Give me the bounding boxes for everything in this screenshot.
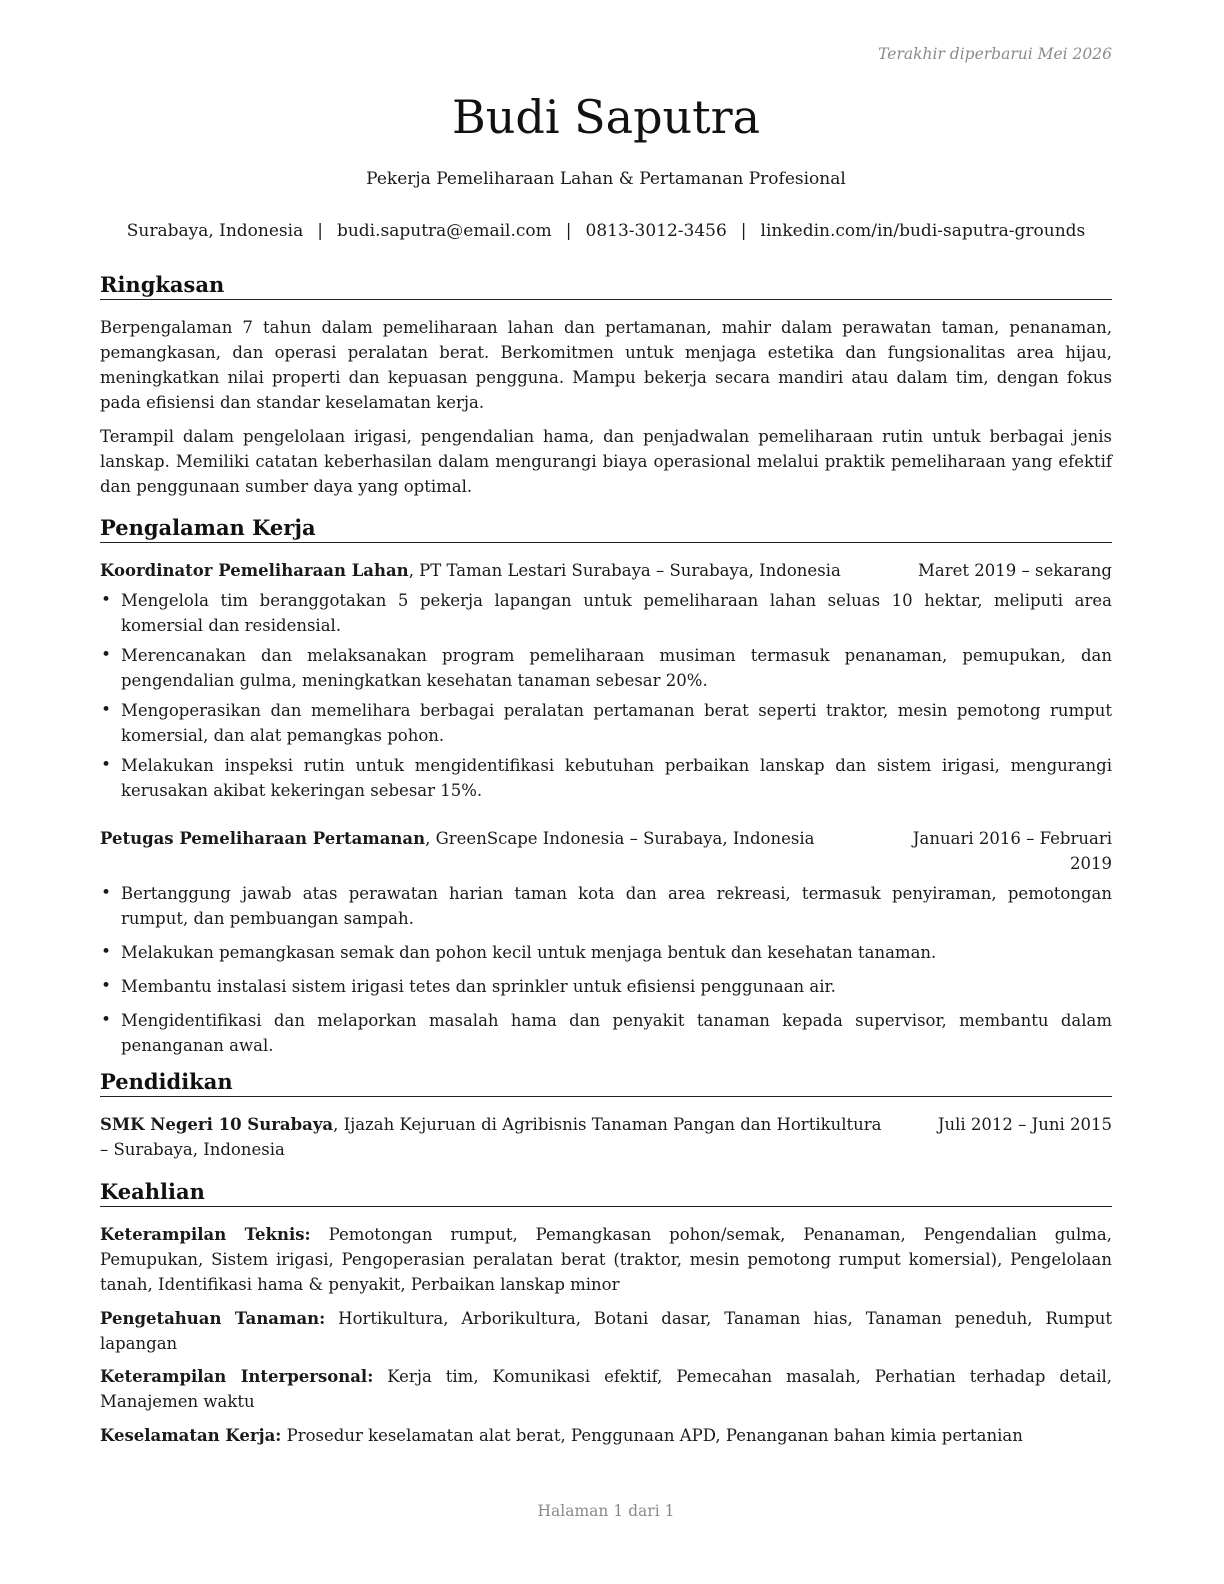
education-dates: Juli 2012 – Juni 2015 xyxy=(937,1115,1112,1134)
skill-text: Prosedur keselamatan alat berat, Penggunaan APD, Penanganan bahan kimia pertanian xyxy=(281,1426,1023,1445)
last-updated-note: Terakhir diperbarui Mei 2026 xyxy=(878,45,1112,63)
skill-label: Keterampilan Teknis: xyxy=(100,1225,311,1244)
contact-linkedin[interactable]: linkedin.com/in/budi-saputra-grounds xyxy=(760,221,1086,241)
job-dates: Maret 2019 – sekarang xyxy=(918,561,1112,580)
skill-label: Pengetahuan Tanaman: xyxy=(100,1309,326,1328)
job-bullet: • Melakukan pemangkasan semak dan pohon kecil untuk menjaga bentuk dan kesehatan tanaman. xyxy=(100,940,1112,965)
job-company: , PT Taman Lestari Surabaya – Surabaya, Indonesia xyxy=(408,561,841,580)
job-role: Petugas Pemeliharaan Pertamanan xyxy=(100,829,426,848)
skill-label: Keselamatan Kerja: xyxy=(100,1426,282,1445)
skills-heading: Keahlian xyxy=(100,1179,1112,1207)
summary-paragraph-2: Terampil dalam pengelolaan irigasi, pengendalian hama, dan penjadwalan pemeliharaan rutin untuk berbagai jenis lanskap. Memiliki catatan keberhasilan dalam mengurangi biaya operasional melalui praktik pemeliharaan yang efektif dan penggunaan sumber daya yang optimal. xyxy=(100,427,1112,496)
education-school: SMK Negeri 10 Surabaya xyxy=(100,1115,334,1134)
contact-separator: | xyxy=(565,221,572,241)
job-dates xyxy=(913,826,1112,876)
skill-safety xyxy=(100,1423,1112,1448)
contact-line xyxy=(80,220,1132,242)
skill-label: Keterampilan Interpersonal: xyxy=(100,1367,374,1386)
summary-heading: Ringkasan xyxy=(100,272,1112,300)
experience-heading: Pengalaman Kerja xyxy=(100,515,1112,543)
job-bullet: • Bertanggung jawab atas perawatan harian taman kota dan area rekreasi, termasuk penyiraman, pemotongan rumput, dan pembuangan sampah. xyxy=(100,881,1112,931)
resume-page xyxy=(100,0,1112,1584)
skill-plant-knowledge xyxy=(100,1306,1112,1356)
contact-phone: 0813-3012-3456 xyxy=(585,221,727,241)
job-bullet: • Melakukan inspeksi rutin untuk mengidentifikasi kebutuhan perbaikan lanskap dan sistem irigasi, mengurangi kerusakan akibat kekeringan sebesar 15%. xyxy=(100,753,1112,803)
job-dates-line1: Januari 2016 – Februari xyxy=(912,829,1112,848)
job-header xyxy=(100,826,1112,876)
job-bullets xyxy=(100,588,1112,803)
job-header xyxy=(100,558,1112,583)
skill-text: Pemotongan rumput, Pemangkasan pohon/semak, Penanaman, Pengendalian gulma, Pemupukan, Sistem irigasi, Pengoperasian peralatan berat (traktor, mesin pemotong rumput komersial), Pengelolaan tanah, Identifikasi hama & penyakit, Perbaikan lanskap minor xyxy=(100,1225,1112,1294)
job-bullets xyxy=(100,881,1112,1058)
candidate-name: Budi Saputra xyxy=(451,90,761,144)
education-degree: , Ijazah Kejuruan di Agribisnis Tanaman Pangan dan Hortikultura xyxy=(333,1115,882,1134)
contact-email[interactable]: budi.saputra@email.com xyxy=(336,221,552,241)
skill-interpersonal xyxy=(100,1364,1112,1414)
job-bullet: • Mengelola tim beranggotakan 5 pekerja lapangan untuk pemeliharaan lahan seluas 10 hektar, meliputi area komersial dan residensial. xyxy=(100,588,1112,638)
job-title-line xyxy=(100,558,841,583)
skill-text: Hortikultura, Arborikultura, Botani dasar, Tanaman hias, Tanaman peneduh, Rumput lapangan xyxy=(100,1309,1112,1353)
education-entry xyxy=(100,1112,1112,1162)
page-number: Halaman 1 dari 1 xyxy=(537,1502,675,1520)
education-heading: Pendidikan xyxy=(100,1069,1112,1097)
job-title-line xyxy=(100,826,814,851)
job-bullet: • Mengidentifikasi dan melaporkan masalah hama dan penyakit tanaman kepada supervisor, membantu dalam penanganan awal. xyxy=(100,1008,1112,1058)
education-title-line xyxy=(100,1112,882,1162)
candidate-title: Pekerja Pemeliharaan Lahan & Pertamanan Profesional xyxy=(366,169,846,189)
contact-separator: | xyxy=(740,221,747,241)
job-bullet: • Mengoperasikan dan memelihara berbagai peralatan pertamanan berat seperti traktor, mesin pemotong rumput komersial, dan alat pemangkas pohon. xyxy=(100,698,1112,748)
job-role: Koordinator Pemeliharaan Lahan xyxy=(100,561,409,580)
education-location: – Surabaya, Indonesia xyxy=(100,1140,285,1159)
contact-location: Surabaya, Indonesia xyxy=(126,221,304,241)
job-company: , GreenScape Indonesia – Surabaya, Indonesia xyxy=(425,829,815,848)
summary-paragraph-1: Berpengalaman 7 tahun dalam pemeliharaan lahan dan pertamanan, mahir dalam perawatan taman, penanaman, pemangkasan, dan operasi peralatan berat. Berkomitmen untuk menjaga estetika dan fungsionalitas area hijau, meningkatkan nilai properti dan kepuasan pengguna. Mampu bekerja secara mandiri atau dalam tim, dengan fokus pada efisiensi dan standar keselamatan kerja. xyxy=(100,318,1112,412)
skill-text: Kerja tim, Komunikasi efektif, Pemecahan masalah, Perhatian terhadap detail, Manajemen waktu xyxy=(100,1367,1113,1411)
skill-technical xyxy=(100,1222,1112,1297)
contact-separator: | xyxy=(317,221,323,241)
job-bullet: • Merencanakan dan melaksanakan program pemeliharaan musiman termasuk penanaman, pemupukan, dan pengendalian gulma, meningkatkan kesehatan tanaman sebesar 20%. xyxy=(100,643,1112,693)
job-bullet: • Membantu instalasi sistem irigasi tetes dan sprinkler untuk efisiensi penggunaan air. xyxy=(100,974,1112,999)
job-dates-line2: 2019 xyxy=(1070,854,1112,873)
